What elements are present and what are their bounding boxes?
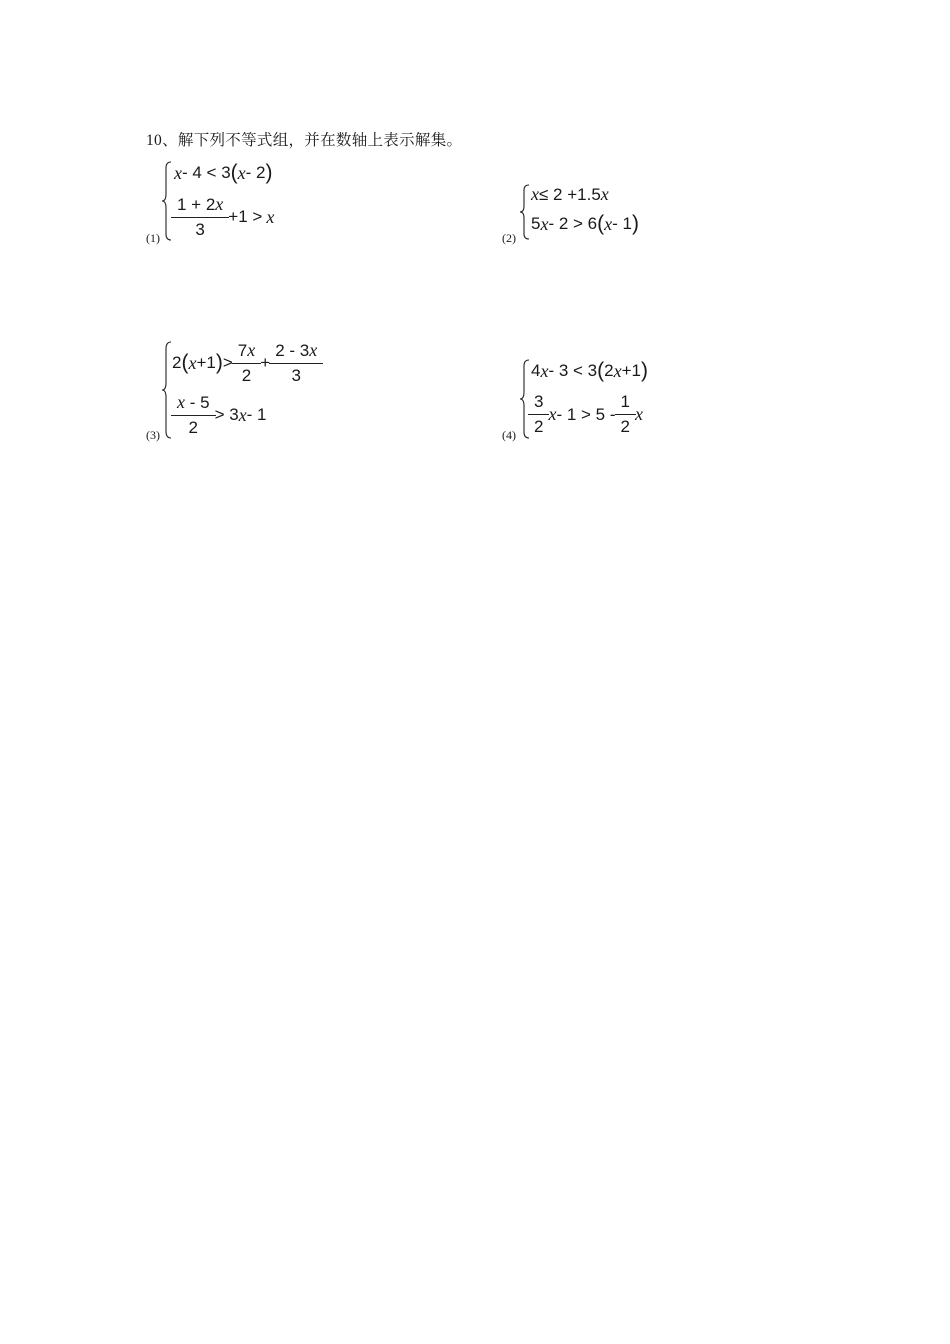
problem-number: (4): [502, 428, 516, 442]
fraction: $\frac{x - 5}{2}$: [174, 392, 213, 438]
question-text: 10、解下列不等式组，并在数轴上表示解集。: [146, 132, 463, 149]
inequality-1: x ≤ 2 +1.5 x: [531, 184, 609, 204]
fraction: $\frac{7x}{2}$: [235, 340, 258, 386]
fraction: $\frac{3}{2}$: [531, 392, 546, 437]
inequality-2: 5 x - 2 > 6 ( x - 1 ): [531, 212, 639, 235]
inequality-1: 4 x - 3 < 3 ( 2 x +1 ): [531, 359, 648, 382]
problem-number: (2): [502, 231, 516, 245]
inequality-2: $\frac{x - 5}{2}$ > 3 x - 1: [172, 392, 267, 438]
fraction: $\frac{2 - 3x}{3}$: [272, 340, 320, 386]
inequality-2: $\frac{3}{2}$ x - 1 > 5 - $\frac{1}{2}$ x: [529, 392, 643, 437]
problem-number: (1): [146, 231, 160, 245]
left-brace-icon: [518, 183, 532, 241]
inequality-1: 2 ( x +1 ) > $\frac{7x}{2}$ + $\frac{2 - 3x}{3}$: [172, 340, 322, 386]
fraction: $\frac{1}{2}$: [618, 392, 633, 437]
problem-number: (3): [146, 428, 160, 442]
inequality-1: x - 4 < 3 ( x - 2 ): [174, 161, 273, 184]
fraction: $\frac{1 + 2x}{3}$: [174, 194, 226, 240]
inequality-2: $\frac{1 + 2x}{3}$ +1 > x: [172, 194, 274, 240]
